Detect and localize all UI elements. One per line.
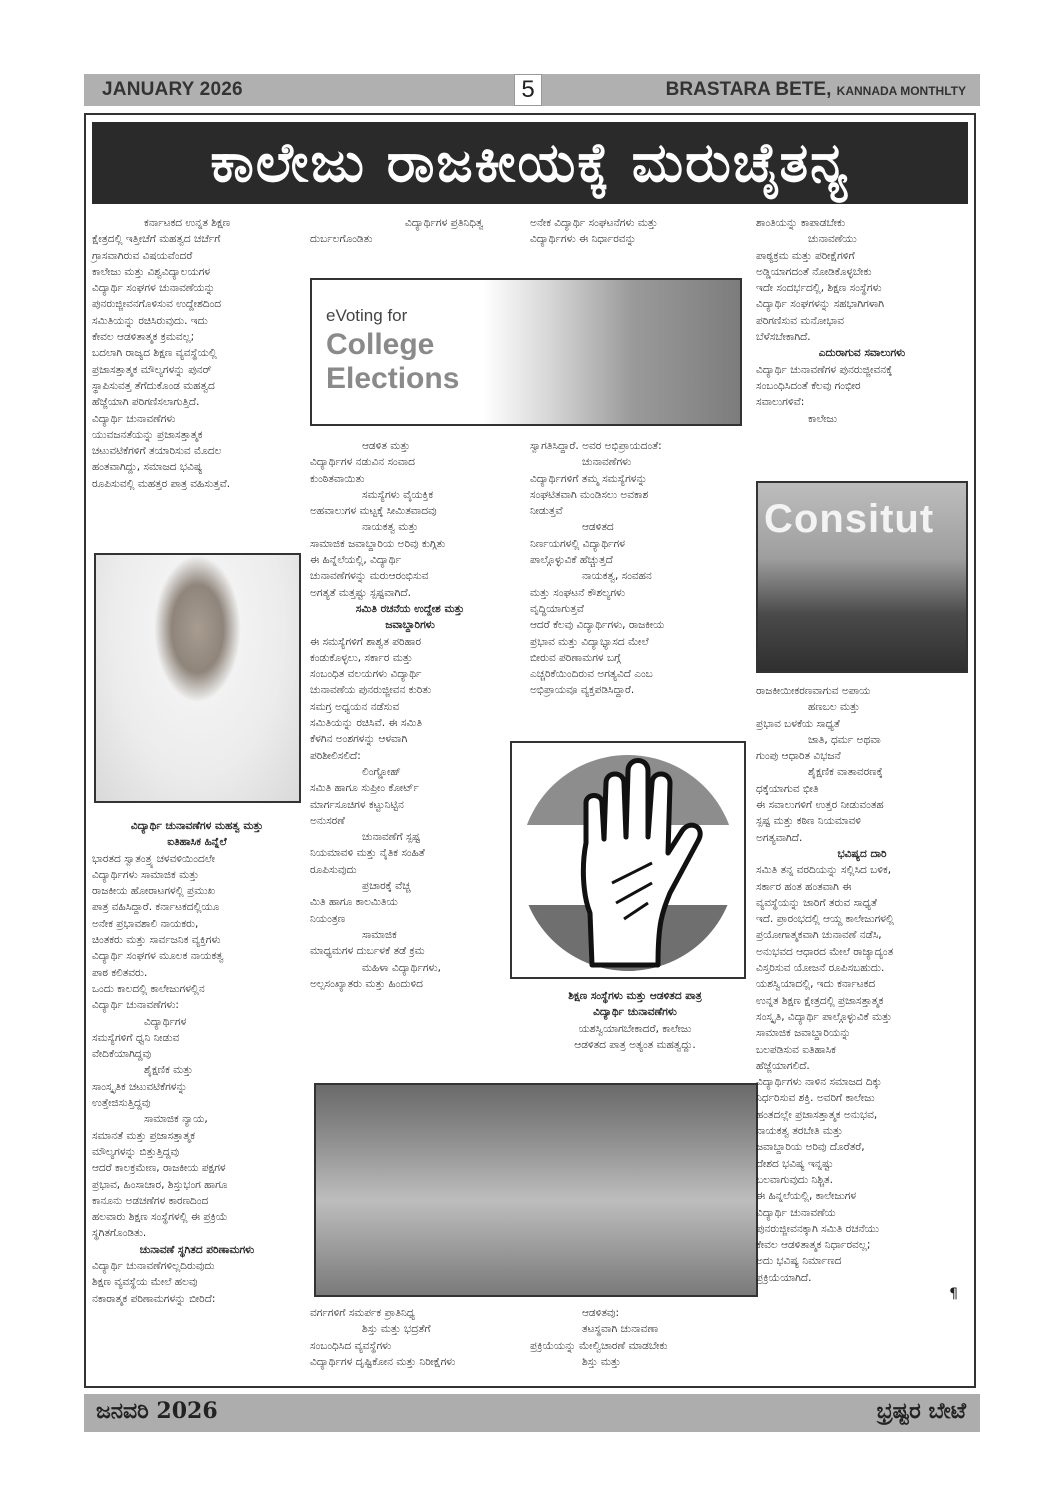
text-line: ಅಗತ್ಯವಾಗಿದೆ. [756, 831, 803, 844]
text-line: ಪರಿಶೀಲಿಸಲಿದೆ: [310, 749, 361, 762]
text-line: ನಾಯಕತ್ವ, ಸಂವಹನ [582, 570, 652, 583]
text-line: ನಾಯಕತ್ವ ಮತ್ತು [362, 521, 419, 534]
photo-students-voting [314, 1083, 758, 1297]
text-line: ಪ್ರಕ್ರಿಯೆಯನ್ನು ಮೇಲ್ವಿಚಾರಣೆ ಮಾಡಬೇಕು [530, 1339, 668, 1352]
text-line: ಪ್ರಭಾವ ಬಳಕೆಯ ಸಾಧ್ಯತೆ [756, 717, 840, 730]
text-line: ವಿದ್ಯಾರ್ಥಿಗಳು ನಾಳಿನ ಸಮಾಜದ ದಿಕ್ಕು [756, 1076, 882, 1089]
text-line: ಬೆಳೆಸಬೇಕಾಗಿದೆ. [756, 331, 811, 344]
text-line: ಅಗತ್ಯತೆ ಮತ್ತಷ್ಟು ಸ್ಪಷ್ಟವಾಗಿದೆ. [310, 586, 411, 599]
text-line: ಶಿಸ್ತು ಮತ್ತು ಭದ್ರತೆಗೆ [362, 1323, 431, 1336]
text-line: ಅಭಿಪ್ರಾಯವೂ ವ್ಯಕ್ತಪಡಿಸಿದ್ದಾರೆ. [530, 684, 635, 697]
text-line: ಸರ್ಕಾರ ಹಂತ ಹಂತವಾಗಿ ಈ [756, 880, 852, 893]
text-line: ವಿದ್ಯಾರ್ಥಿಗಳಿಗೆ ತಮ್ಮ ಸಮಸ್ಯೆಗಳನ್ನು [530, 472, 648, 485]
text-line: ಚುನಾವಣೆಗೆ ಸ್ಪಷ್ಟ [362, 831, 421, 844]
text-line: ಪಾಠ್ಯಕ್ರಮ ಮತ್ತು ಪರೀಕ್ಷೆಗಳಿಗೆ [756, 249, 855, 262]
text-line: ನಿರ್ಧರಿಸುವ ಶಕ್ತಿ. ಅವರಿಗೆ ಕಾಲೇಜು [756, 1092, 875, 1105]
text-line: ದುರ್ಬಲಗೊಂಡಿತು [310, 233, 373, 246]
section-heading: ಎದುರಾಗುವ ಸವಾಲುಗಳು [818, 347, 906, 360]
text-line: ಪ್ರಕ್ರಿಯೆಯಾಗಿದೆ. [756, 1271, 812, 1284]
text-line: ಹೆಜ್ಜೆಯಾಗಲಿದೆ. [756, 1059, 810, 1072]
text-line: ಈ ಹಿನ್ನೆಲೆಯಲ್ಲಿ, ವಿದ್ಯಾರ್ಥಿ [310, 554, 402, 567]
text-line: ಪ್ರಚಾರಕ್ಕೆ ವೆಚ್ಚ [362, 880, 411, 893]
text-line: ಸಂಸ್ಕೃತಿ, ವಿದ್ಯಾರ್ಥಿ ಪಾಲ್ಗೊಳ್ಳುವಿಕೆ ಮತ್ತು [756, 1010, 892, 1023]
text-line: ಕರ್ನಾಟಕದ ಉನ್ನತ ಶಿಕ್ಷಣ [144, 217, 231, 229]
text-line: ಈ ಸಮಸ್ಯೆಗಳಿಗೆ ಶಾಶ್ವತ ಪರಿಹಾರ [310, 635, 422, 648]
text-line: ಬೀರುವ ಪರಿಣಾಮಗಳ ಬಗ್ಗೆ [530, 651, 621, 664]
evoting-line3: Elections [326, 362, 460, 395]
page-footer-bar [84, 1394, 980, 1432]
text-line: ರೂಪಿಸುವಲ್ಲಿ ಮಹತ್ತರ ಪಾತ್ರ ವಹಿಸುತ್ತವೆ. [92, 477, 231, 490]
text-line: ಸಮಗ್ರ ಅಧ್ಯಯನ ನಡೆಸುವ [310, 700, 400, 713]
text-line: ವಿದ್ಯಾರ್ಥಿ ಚುನಾವಣೆಗಳ ಪುನರುಜ್ಜೀವನಕ್ಕೆ [756, 363, 893, 376]
text-line: ವಿದ್ಯಾರ್ಥಿಗಳ ನಡುವಿನ ಸಂವಾದ [310, 456, 415, 469]
text-line: ಚುನಾವಣೆಯ ಪುನರುಜ್ಜೀವನ ಕುರಿತು [310, 684, 432, 697]
column-3-caption [530, 988, 740, 1053]
text-line: ಸಮಸ್ಯೆಗಳು ವೈಯಕ್ತಿಕ [362, 488, 434, 501]
evoting-line1: eVoting for [326, 306, 408, 325]
text-line: ಸಾಮಾಜಿಕ [362, 928, 397, 941]
column-1-body [92, 818, 302, 1307]
text-line: ಆಡಳಿತವು: [582, 1307, 620, 1319]
text-line: ವಿದ್ಯಾರ್ಥಿಗಳ [144, 1015, 187, 1028]
column-4-top [756, 215, 968, 427]
text-line: ಜವಾಬ್ದಾರಿಯ ಅರಿವು ದೊರೆತರೆ, [756, 1141, 865, 1154]
text-line: ಚುನಾವಣೆಯು [808, 233, 857, 246]
text-line: ಕಾಲೇಜು [808, 412, 838, 425]
text-line: ಹಂತದಲ್ಲೇ ಪ್ರಜಾಸತ್ತಾತ್ಮಕ ಅನುಭವ, [756, 1108, 878, 1121]
footer-date: ಜನವರಿ 2026 [96, 1398, 218, 1424]
column-2-top [310, 215, 510, 248]
text-line: ವರ್ಗಗಳಿಗೆ ಸಮರ್ಪಕ ಪ್ರಾತಿನಿಧ್ಯ [310, 1307, 416, 1319]
text-line: ವಿದ್ಯಾರ್ಥಿ ಸಂಘಗಳ ಮೂಲಕ ನಾಯಕತ್ವ [92, 950, 224, 963]
text-line: ಅನುಸರಣೆ [310, 814, 345, 827]
text-line: ವಿದ್ಯಾರ್ಥಿಗಳ ದೃಷ್ಟಿಕೋನ ಮತ್ತು ನಿರೀಕ್ಷೆಗಳು [310, 1355, 456, 1368]
text-line: ಹಂತವಾಗಿದ್ದು, ಸಮಾಜದ ಭವಿಷ್ಯ [92, 461, 203, 474]
column-3-end [530, 1305, 740, 1370]
text-line: ರಾಜಕೀಯೀಕರಣವಾಗುವ ಅಪಾಯ [756, 685, 871, 697]
text-line: ವಿದ್ಯಾರ್ಥಿಗಳು ಈ ನಿರ್ಧಾರವನ್ನು [530, 233, 637, 246]
column-3-top [530, 215, 740, 248]
section-heading: ಐತಿಹಾಸಿಕ ಹಿನ್ನೆಲೆ [167, 836, 227, 849]
text-line: ಇದೆ. ಪ್ರಾರಂಭದಲ್ಲಿ ಆಯ್ದ ಕಾಲೇಜುಗಳಲ್ಲಿ [756, 913, 894, 926]
text-line: ವಿದ್ಯಾರ್ಥಿ ಚುನಾವಣೆಗಳಿಲ್ಲದಿರುವುದು [92, 1260, 215, 1273]
text-line: ನಾಯಕತ್ವ ತರಬೇತಿ ಮತ್ತು [756, 1125, 843, 1138]
page-number: 5 [514, 74, 542, 106]
text-line: ಆದರೆ ಕೆಲವು ವಿದ್ಯಾರ್ಥಿಗಳು, ರಾಜಕೀಯ [530, 619, 665, 632]
text-line: ವೇದಿಕೆಯಾಗಿದ್ದವು [92, 1048, 152, 1061]
text-line: ವಿಸ್ತರಿಸುವ ಯೋಜನೆ ರೂಪಿಸಬಹುದು. [756, 962, 885, 975]
text-line: ಎಚ್ಚರಿಕೆಯಿಂದಿರುವ ಅಗತ್ಯವಿದೆ ಎಂಬ [530, 668, 653, 681]
text-line: ಸಂಬಂಧಿಸಿದ ವ್ಯವಸ್ಥೆಗಳು [310, 1339, 392, 1352]
evoting-line2: College [326, 328, 435, 361]
text-line: ಸಮಾನತೆ ಮತ್ತು ಪ್ರಜಾಸತ್ತಾತ್ಮಕ [92, 1129, 195, 1142]
text-line: ವಿದ್ಯಾರ್ಥಿಗಳ ಪ್ರತಿನಿಧಿತ್ವ [405, 217, 484, 229]
text-line: ರೂಪಿಸುವುದು [310, 863, 357, 876]
text-line: ನಿರ್ಣಯಗಳಲ್ಲಿ ವಿದ್ಯಾರ್ಥಿಗಳ [530, 537, 625, 550]
section-heading: ಭವಿಷ್ಯದ ದಾರಿ [837, 847, 887, 860]
text-line: ಮತ್ತು ಸಂಘಟನೆ ಕೌಶಲ್ಯಗಳು [530, 586, 626, 599]
evoting-banner-image [310, 278, 742, 426]
article-headline: ಕಾಲೇಜು ರಾಜಕೀಯಕ್ಕೆ ಮರುಚೈತನ್ಯ [92, 122, 968, 204]
text-line: ಸಂಬಂಧಿತ ವಲಯಗಳು ವಿದ್ಯಾರ್ಥಿ [310, 668, 422, 681]
text-line: ನಕಾರಾತ್ಮಕ ಪರಿಣಾಮಗಳನ್ನು ಬೀರಿದೆ: [92, 1292, 216, 1305]
text-line: ದೇಶದ ಭವಿಷ್ಯ ಇನ್ನಷ್ಟು [756, 1157, 834, 1170]
text-line: ಒಂದು ಕಾಲದಲ್ಲಿ ಕಾಲೇಜುಗಳಲ್ಲಿನ [92, 982, 205, 995]
text-line: ತಟಸ್ಥವಾಗಿ ಚುನಾವಣಾ [582, 1323, 659, 1336]
text-line: ಪುನರುಜ್ಜೀವನಗೊಳಿಸುವ ಉದ್ದೇಶದಿಂದ [92, 298, 222, 311]
text-line: ವಿದ್ಯಾರ್ಥಿ ಸಂಘಗಳನ್ನು ಸಹಭಾಗಿಗಳಾಗಿ [756, 298, 885, 311]
text-line: ಅನುಭವದ ಆಧಾರದ ಮೇಲೆ ರಾಜ್ಯಾದ್ಯಂತ [756, 945, 894, 958]
text-line: ಕುಂಠಿತವಾಯಿತು [310, 472, 365, 485]
text-line: ಕೇವಲ ಆಡಳಿತಾತ್ಮಕ ನಿರ್ಧಾರವಲ್ಲ; [756, 1239, 871, 1252]
text-line: ಅಲ್ಪಸಂಖ್ಯಾತರು ಮತ್ತು ಹಿಂದುಳಿದ [310, 977, 423, 990]
text-line: ಚುನಾವಣೆಗಳು [582, 456, 632, 469]
text-line: ಪುನರುಜ್ಜೀವನಕ್ಕಾಗಿ ಸಮಿತಿ ರಚನೆಯು [756, 1222, 879, 1235]
text-line: ಯಶಸ್ವಿಯಾಗಬೇಕಾದರೆ, ಕಾಲೇಜು [578, 1022, 692, 1035]
evoting-title [326, 328, 459, 396]
text-line: ನೀಡುತ್ತವೆ [530, 505, 563, 518]
text-line: ಪಾತ್ರ ವಹಿಸಿದ್ದಾರೆ. ಕರ್ನಾಟಕದಲ್ಲಿಯೂ [92, 901, 220, 914]
text-line: ಅನೇಕ ಪ್ರಭಾವಶಾಲಿ ನಾಯಕರು, [92, 917, 199, 930]
column-3-body [530, 438, 740, 699]
column-1-intro [92, 215, 302, 492]
text-line: ಆಡಳಿತದ ಪಾತ್ರ ಅತ್ಯಂತ ಮಹತ್ವದ್ದು. [574, 1038, 696, 1051]
text-line: ಅಡ್ಡಿಯಾಗದಂತೆ ನೋಡಿಕೊಳ್ಳಬೇಕು [756, 265, 872, 278]
text-line: ನಿಯಮಾವಳಿ ಮತ್ತು ನೈತಿಕ ಸಂಹಿತೆ [310, 847, 425, 860]
text-line: ಬಲವಾಗುವುದು ನಿಶ್ಚಿತ. [756, 1173, 833, 1186]
text-line: ಚಟುವಟಿಕೆಗಳಿಗೆ ತಯಾರಿಸುವ ಮೊದಲ [92, 445, 222, 458]
text-line: ಮಹಿಳಾ ವಿದ್ಯಾರ್ಥಿಗಳು, [362, 961, 441, 974]
text-line: ಲಿಂಗ್ಡೋಹ್ [362, 765, 402, 778]
end-mark-icon: ¶ [949, 1285, 958, 1302]
text-line: ಸಾಮಾಜಿಕ ಜವಾಬ್ದಾರಿಯ ಅರಿವು ಕುಗ್ಗಿತು [310, 537, 446, 550]
text-line: ಕಂಡುಕೊಳ್ಳಲು, ಸರ್ಕಾರ ಮತ್ತು [310, 651, 413, 664]
header-date: JANUARY 2026 [102, 79, 243, 100]
text-line: ಹೆಜ್ಜೆಯಾಗಿ ಪರಿಗಣಿಸಲಾಗುತ್ತಿದೆ. [92, 396, 200, 409]
text-line: ಪರಿಗಣಿಸುವ ಮನೋಭಾವ [756, 314, 844, 327]
text-line: ಗುಂಪು ಆಧಾರಿತ ವಿಭಜನೆ [756, 750, 841, 763]
section-heading: ವಿದ್ಯಾರ್ಥಿ ಚುನಾವಣೆಗಳು [593, 1006, 677, 1019]
text-line: ಈ ಸವಾಲುಗಳಿಗೆ ಉತ್ತರ ನೀಡುವಂತಹ [756, 799, 884, 812]
text-line: ಪ್ರಯೋಗಾತ್ಮಕವಾಗಿ ಚುನಾವಣೆ ನಡೆಸಿ, [756, 929, 882, 942]
text-line: ಪಾಠ ಕಲಿತವರು. [92, 966, 148, 979]
text-line: ರಾಜಕೀಯ ಹೋರಾಟಗಳಲ್ಲಿ ಪ್ರಮುಖ [92, 885, 216, 898]
text-line: ಜಾತಿ, ಧರ್ಮ ಅಥವಾ [808, 733, 881, 746]
text-line: ಸಾಮಾಜಿಕ ಜವಾಬ್ದಾರಿಯನ್ನು [756, 1027, 851, 1040]
text-line: ಸವಾಲುಗಳಿವೆ: [756, 396, 805, 409]
text-line: ಮಾಧ್ಯಮಗಳ ದುರ್ಬಳಕೆ ತಡೆ ಕ್ರಮ [310, 945, 425, 958]
text-line: ಭಾರತದ ಸ್ವಾತಂತ್ರ್ಯ ಚಳವಳಿಯಿಂದಲೇ [92, 852, 215, 865]
banner-text: Consitut [764, 497, 935, 541]
text-line: ಶಾಂತಿಯನ್ನು ಕಾಪಾಡಬೇಕು [756, 217, 846, 229]
section-heading: ಜವಾಬ್ದಾರಿಗಳು [385, 619, 435, 632]
hand-symbol-logo [510, 741, 746, 979]
text-line: ಪ್ರಜಾಸತ್ತಾತ್ಮಕ ಮೌಲ್ಯಗಳನ್ನು ಪುನರ್ [92, 363, 212, 376]
section-heading: ವಿದ್ಯಾರ್ಥಿ ಚುನಾವಣೆಗಳ ಮಹತ್ವ ಮತ್ತು [130, 820, 264, 832]
text-line: ಅಹವಾಲುಗಳ ಮಟ್ಟಕ್ಕೆ ಸೀಮಿತವಾದವು [310, 505, 437, 518]
header-publication [666, 79, 966, 101]
text-line: ಯುವಜನತೆಯನ್ನು ಪ್ರಜಾಸತ್ತಾತ್ಮಕ [92, 428, 203, 441]
text-line: ಯಶಸ್ವಿಯಾದಲ್ಲಿ, ಇದು ಕರ್ನಾಟಕದ [756, 978, 876, 991]
footer-publication: ಭ್ರಷ್ಟರ ಬೇಟೆ [876, 1398, 966, 1424]
text-line: ಇದೇ ಸಂದರ್ಭದಲ್ಲಿ, ಶಿಕ್ಷಣ ಸಂಸ್ಥೆಗಳು [756, 282, 882, 295]
text-line: ಸಾಮಾಜಿಕ ನ್ಯಾಯ, [144, 1113, 208, 1126]
text-line: ಸ್ವಾಗತಿಸಿದ್ದಾರೆ. ಅವರ ಅಭಿಪ್ರಾಯದಂತೆ: [530, 440, 662, 452]
text-line: ಚಿಂತಕರು ಮತ್ತು ಸಾರ್ವಜನಿಕ ವ್ಯಕ್ತಿಗಳು [92, 934, 221, 947]
raised-hand-icon [512, 743, 744, 977]
text-line: ಮಿತಿ ಹಾಗೂ ಕಾಲಮಿತಿಯ [310, 896, 398, 909]
text-line: ಅದು ಭವಿಷ್ಯ ನಿರ್ಮಾಣದ [756, 1255, 842, 1268]
text-line: ಆಡಳಿತ ಮತ್ತು [362, 440, 411, 452]
text-line: ಆಡಳಿತದ [582, 521, 614, 534]
column-2-end [310, 1305, 510, 1370]
publication-name: BRASTARA BETE, [665, 79, 832, 100]
section-heading: ಚುನಾವಣೆ ಸ್ಥಗಿತದ ಪರಿಣಾಮಗಳು [139, 1243, 255, 1256]
text-line: ಬಲಪಡಿಸುವ ಐತಿಹಾಸಿಕ [756, 1043, 836, 1056]
text-line: ಕಾನೂನು ಅಡಚಣೆಗಳ ಕಾರಣದಿಂದ [92, 1194, 209, 1207]
page-header-bar [84, 74, 980, 106]
text-line: ನಿಯಂತ್ರಣ [310, 912, 346, 925]
text-line: ಗ್ರಾಸವಾಗಿರುವ ವಿಷಯವೆಂದರೆ [92, 249, 193, 262]
text-line: ವಿದ್ಯಾರ್ಥಿ ಚುನಾವಣೆಗಳು [92, 412, 176, 425]
text-line: ಮೌಲ್ಯಗಳನ್ನು ಬಿತ್ತುತ್ತಿದ್ದವು [92, 1145, 180, 1158]
text-line: ವಿದ್ಯಾರ್ಥಿ ಸಂಘಗಳ ಚುನಾವಣೆಯನ್ನು [92, 282, 216, 295]
section-heading: ಶಿಕ್ಷಣ ಸಂಸ್ಥೆಗಳು ಮತ್ತು ಆಡಳಿತದ ಪಾತ್ರ [568, 990, 702, 1002]
text-line: ಸಂಬಂಧಿಸಿದಂತೆ ಕೆಲವು ಗಂಭೀರ [756, 379, 861, 392]
text-line: ಈ ಹಿನ್ನಲೆಯಲ್ಲಿ, ಕಾಲೇಜುಗಳ [756, 1190, 857, 1203]
text-line: ಹಣಬಲ ಮತ್ತು [808, 701, 860, 714]
text-line: ಚುನಾವಣೆಗಳನ್ನು ಮರುಆರಂಭಿಸುವ [310, 570, 429, 583]
text-line: ವಿದ್ಯಾರ್ಥಿ ಚುನಾವಣೆಗಳು: [92, 999, 179, 1012]
text-line: ವೃದ್ಧಿಯಾಗುತ್ತವೆ [530, 602, 584, 615]
text-line: ಸಮಿತಿಯನ್ನು ರಚಿಸಿವೆ. ಈ ಸಮಿತಿ [310, 717, 423, 730]
text-line: ವ್ಯವಸ್ಥೆಯನ್ನು ಜಾರಿಗೆ ತರುವ ಸಾಧ್ಯತೆ [756, 896, 877, 909]
publication-subtitle: KANNADA MONTHLTY [836, 84, 966, 98]
text-line: ಶೈಕ್ಷಣಿಕ ಮತ್ತು [144, 1064, 193, 1077]
photo-politician-seated [94, 553, 301, 803]
text-line: ಬದಲಾಗಿ ರಾಜ್ಯದ ಶಿಕ್ಷಣ ವ್ಯವಸ್ಥೆಯಲ್ಲಿ [92, 347, 217, 360]
text-line: ಸಾಂಸ್ಕೃತಿಕ ಚಟುವಟಿಕೆಗಳನ್ನು [92, 1080, 188, 1093]
text-line: ಸಮಸ್ಯೆಗಳಿಗೆ ಧ್ವನಿ ನೀಡುವ [92, 1031, 180, 1044]
text-line: ಪಾಲ್ಗೊಳ್ಳುವಿಕೆ ಹೆಚ್ಚುತ್ತದೆ [530, 554, 613, 567]
text-line: ಸಮಿತಿಯನ್ನು ರಚಿಸಿರುವುದು. ಇದು [92, 314, 208, 327]
text-line: ಶಿಸ್ತು ಮತ್ತು [582, 1355, 621, 1368]
text-line: ವಿದ್ಯಾರ್ಥಿಗಳು ಸಾಮಾಜಿಕ ಮತ್ತು [92, 868, 199, 881]
text-line: ಸ್ಥಾಪಿಸುವತ್ತ ತೆಗೆದುಕೊಂಡ ಮಹತ್ವದ [92, 379, 215, 392]
text-line: ಧಕ್ಕೆಯಾಗುವ ಭೀತಿ [756, 782, 819, 795]
text-line: ಸ್ಪಷ್ಟ ಮತ್ತು ಕಠಿಣ ನಿಯಮಾವಳಿ [756, 815, 862, 828]
section-heading: ಸಮಿತಿ ರಚನೆಯ ಉದ್ದೇಶ ಮತ್ತು [355, 602, 465, 615]
text-line: ಕೆಳಗಿನ ಅಂಶಗಳನ್ನು ಆಳವಾಗಿ [310, 733, 408, 746]
text-line: ಕೇವಲ ಆಡಳಿತಾತ್ಮಕ ಕ್ರಮವಲ್ಲ; [92, 331, 195, 344]
text-line: ಕ್ಷೇತ್ರದಲ್ಲಿ ಇತ್ತೀಚೆಗೆ ಮಹತ್ವದ ಚರ್ಚೆಗೆ [92, 233, 221, 246]
text-line: ಆದರೆ ಕಾಲಕ್ರಮೇಣ, ರಾಜಕೀಯ ಪಕ್ಷಗಳ [92, 1162, 226, 1175]
column-2-body [310, 438, 510, 992]
text-line: ಸಮಿತಿ ತನ್ನ ವರದಿಯನ್ನು ಸಲ್ಲಿಸಿದ ಬಳಿಕ, [756, 864, 892, 877]
text-line: ಶೈಕ್ಷಣಿಕ ವಾತಾವರಣಕ್ಕೆ [808, 766, 883, 779]
text-line: ಉನ್ನತ ಶಿಕ್ಷಣ ಕ್ಷೇತ್ರದಲ್ಲಿ ಪ್ರಜಾಸತ್ತಾತ್ಮಕ [756, 994, 884, 1007]
text-line: ಸ್ಥಗಿತಗೊಂಡಿತು. [92, 1227, 147, 1240]
text-line: ಹಲವಾರು ಶಿಕ್ಷಣ ಸಂಸ್ಥೆಗಳಲ್ಲಿ ಈ ಪ್ರಕ್ರಿಯೆ [92, 1211, 228, 1224]
text-line: ಸಂಘಟಿತವಾಗಿ ಮಂಡಿಸಲು ಅವಕಾಶ [530, 488, 649, 501]
text-line: ಸಮಿತಿ ಹಾಗೂ ಸುಪ್ರೀಂ ಕೋರ್ಟ್ [310, 782, 419, 795]
text-line: ಉತ್ತೇಜಿಸುತ್ತಿದ್ದವು [92, 1097, 151, 1110]
text-line: ಪ್ರಭಾವ, ಹಿಂಸಾಚಾರ, ಶಿಸ್ತುಭಂಗ ಹಾಗೂ [92, 1178, 228, 1191]
text-line: ಶಿಕ್ಷಣ ವ್ಯವಸ್ಥೆಯ ಮೇಲೆ ಹಲವು [92, 1276, 198, 1289]
column-4-body [756, 683, 968, 1302]
photo-leader-speaking [756, 481, 968, 673]
text-line: ಅನೇಕ ವಿದ್ಯಾರ್ಥಿ ಸಂಘಟನೆಗಳು ಮತ್ತು [530, 217, 658, 229]
text-line: ಪ್ರಭಾವ ಮತ್ತು ವಿದ್ಯಾಭ್ಯಾಸದ ಮೇಲೆ [530, 635, 649, 648]
text-line: ಮಾರ್ಗಸೂಚಿಗಳ ಕಟ್ಟುನಿಟ್ಟಿನ [310, 798, 404, 811]
text-line: ವಿದ್ಯಾರ್ಥಿ ಚುನಾವಣೆಯ [756, 1206, 836, 1219]
text-line: ಕಾಲೇಜು ಮತ್ತು ವಿಶ್ವವಿದ್ಯಾಲಯಗಳ [92, 265, 211, 278]
